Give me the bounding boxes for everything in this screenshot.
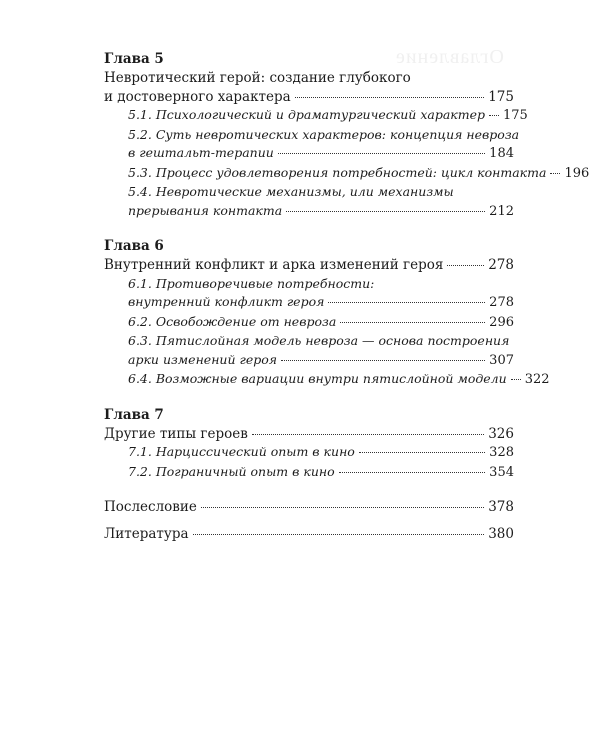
- dot-leader: [278, 153, 485, 154]
- toc-entry-text: 5.1. Психологический и драматургический характер: [128, 107, 485, 122]
- page-number: 378: [488, 499, 514, 515]
- toc-subentry: [104, 332, 514, 370]
- dot-leader: [339, 472, 486, 473]
- toc-entry-text: 5.4. Невротические механизмы, или механизмы: [128, 184, 454, 199]
- toc-entry-line: [128, 144, 514, 164]
- toc-subentry: [104, 313, 514, 333]
- toc-entry-text: 6.3. Пятислойная модель невроза — основа построения: [128, 333, 510, 348]
- toc-entry-line: [128, 332, 514, 351]
- dot-leader: [286, 211, 485, 212]
- page-number: 196: [564, 165, 590, 181]
- toc-entry-text: Другие типы героев: [104, 425, 248, 442]
- page-number: 184: [489, 146, 514, 161]
- page-number: 322: [524, 372, 550, 387]
- toc-entry-text: внутренний конфликт героя: [128, 294, 325, 309]
- toc-subentry: [104, 443, 514, 463]
- toc-entry-text: Литература: [104, 525, 189, 542]
- toc-entry: [104, 498, 514, 517]
- chapter-heading: Глава 5: [104, 51, 164, 67]
- toc-entry-text: 5.2. Суть невротических характеров: концепция невроза: [128, 126, 520, 142]
- chapter-heading: Глава 6: [104, 238, 164, 254]
- toc-subentry: [104, 164, 590, 184]
- toc-entry-text: Послесловие: [104, 499, 197, 515]
- page-number: 328: [489, 445, 514, 460]
- toc-entry-text: прерывания контакта: [128, 202, 283, 218]
- toc-entry-line: [128, 463, 514, 483]
- page-number: 278: [489, 295, 514, 310]
- toc-entry-text: 6.2. Освобождение от невроза: [128, 313, 337, 329]
- toc-subentry: [104, 275, 514, 313]
- toc-entry-text: Внутренний конфликт и арка изменений героя: [104, 257, 444, 273]
- dot-leader: [550, 173, 560, 174]
- toc-entry-text: 7.2. Пограничный опыт в кино: [128, 463, 335, 479]
- toc-entry: [104, 425, 514, 444]
- toc-entry-line: [128, 313, 514, 333]
- toc-entry-text: 7.1. Нарциссический опыт в кино: [128, 444, 355, 459]
- spacer: [104, 482, 514, 498]
- dot-leader: [328, 302, 485, 303]
- toc-subentry: [104, 183, 514, 221]
- toc-entry-line: [128, 202, 514, 222]
- page-number: 354: [489, 464, 514, 480]
- toc-entry-line: [104, 256, 514, 275]
- toc-entry-line: [128, 293, 514, 313]
- bleed-through-heading: Оглавление: [395, 46, 504, 68]
- toc-subentry: [104, 126, 520, 164]
- toc-entry-text: 5.3. Процесс удовлетворения потребностей: цикл контакта: [128, 164, 547, 180]
- toc-entry-line: [104, 425, 514, 444]
- toc-entry-text: 6.1. Противоречивые потребности:: [128, 275, 375, 291]
- page-number: 307: [489, 352, 514, 368]
- page-number: 296: [489, 314, 514, 330]
- toc-entry-line: [128, 106, 528, 126]
- dot-leader: [193, 534, 485, 535]
- table-of-contents: [104, 50, 590, 543]
- toc-entry-text: 6.4. Возможные вариации внутри пятислойной модели: [128, 371, 507, 386]
- toc-entry-text: и достоверного характера: [104, 88, 291, 105]
- page-number: 212: [489, 203, 514, 219]
- toc-entry: [104, 525, 514, 544]
- toc-entry: [104, 256, 514, 275]
- toc-entry-line: [128, 443, 514, 463]
- dot-leader: [511, 379, 521, 380]
- toc-entry-line: [128, 351, 514, 371]
- dot-leader: [201, 507, 484, 508]
- dot-leader: [281, 360, 485, 361]
- toc-entry-line: [104, 88, 514, 107]
- toc-entry-line: [104, 69, 514, 88]
- page-number: 175: [488, 88, 514, 105]
- toc-subentry: [104, 463, 514, 483]
- toc-entry-line: [128, 126, 520, 145]
- toc-entry-line: [128, 164, 590, 184]
- toc-entry-line: [128, 275, 514, 294]
- page-number: 278: [488, 257, 514, 273]
- page-number: 326: [488, 425, 514, 442]
- dot-leader: [447, 265, 484, 266]
- toc-entry-line: [128, 183, 514, 202]
- toc-entry-text: арки изменений героя: [128, 351, 278, 367]
- dot-leader: [359, 452, 485, 453]
- chapter-heading: Глава 7: [104, 406, 164, 423]
- dot-leader: [295, 97, 485, 98]
- toc-entry-text: Невротический герой: создание глубокого: [104, 70, 411, 86]
- toc-entry-text: в гештальт-терапии: [128, 145, 274, 160]
- toc-subentry: [104, 370, 550, 390]
- dot-leader: [252, 434, 484, 435]
- page-number: 380: [488, 525, 514, 542]
- toc-subentry: [104, 106, 528, 126]
- toc-entry-line: [104, 525, 514, 544]
- dot-leader: [340, 322, 485, 323]
- page-number: 175: [503, 108, 528, 123]
- dot-leader: [489, 115, 499, 116]
- toc-entry: [104, 69, 514, 106]
- toc-entry-line: [128, 370, 550, 390]
- toc-entry-line: [104, 498, 514, 517]
